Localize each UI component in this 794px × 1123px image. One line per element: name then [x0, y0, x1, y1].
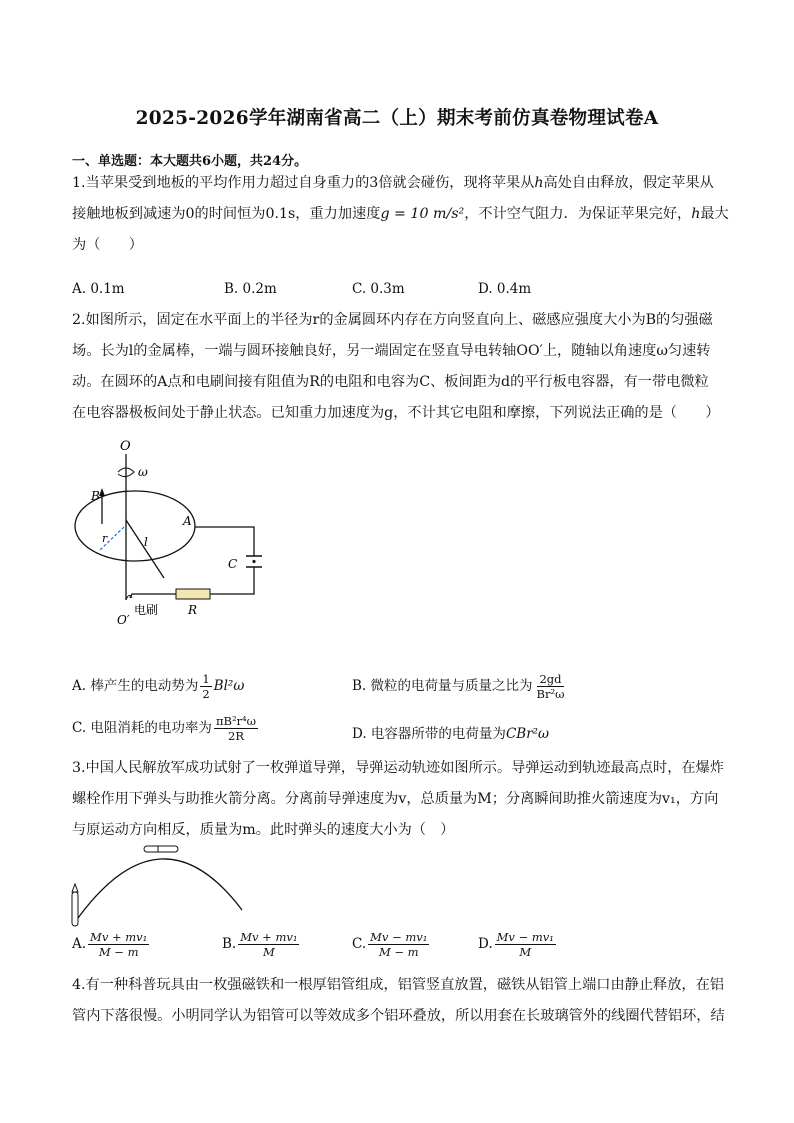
q2-line-3: 动。在圆环的A点和电刷间接有阻值为R的电阻和电容为C、板间距为d的平行板电容器，有一带电微粒	[72, 374, 709, 390]
q1-option-c: C. 0.3m	[352, 281, 405, 297]
label-resistor: R	[188, 603, 198, 617]
q2-option-a: A. 棒产生的电动势为 $\frac{1}{2}$ Bl²ω	[72, 672, 245, 701]
q3-option-b: B. $\frac{\text{Mv + mv₁}}{M}$	[222, 930, 298, 959]
question-3	[72, 753, 724, 846]
missile-apex	[144, 846, 178, 852]
q4-line-1: 4.有一种科普玩具由一枚强磁铁和一根厚铝管组成，铝管竖直放置，磁铁从铝管上端口由静止释放，在铝	[72, 977, 724, 993]
label-radius: r	[102, 532, 108, 545]
question-1	[72, 168, 729, 261]
q3-option-c: C. $\frac{\text{Mv − mv₁}}{M - m}$	[352, 930, 428, 959]
exam-title: 2025-2026学年湖南省高二（上）期末考前仿真卷物理试卷A	[135, 108, 659, 129]
brush-contact	[126, 595, 132, 600]
q1-line-1: 1.当苹果受到地板的平均作用力超过自身重力的3倍就会碰伤，现将苹果从h高处自由释放，假定苹果从	[72, 175, 714, 191]
q2-line-1: 2.如图所示，固定在水平面上的半径为r的金属圆环内存在方向竖直向上、磁感应强度大小为B的匀强磁	[72, 312, 713, 328]
q3-line-3: 与原运动方向相反，质量为m。此时弹头的速度大小为（ ）	[72, 822, 455, 838]
label-rod: l	[144, 535, 148, 549]
trajectory-curve	[78, 859, 242, 918]
q3-line-1: 3.中国人民解放军成功试射了一枚弹道导弹，导弹运动轨迹如图所示。导弹运动到轨迹最高点时，在爆炸	[72, 760, 724, 776]
question-2	[72, 305, 724, 429]
wire-right	[210, 567, 254, 594]
metal-rod	[126, 520, 164, 578]
section-heading: 一、单选题：本大题共6小题，共24分。	[72, 154, 308, 169]
q2-line-4: 在电容器极板间处于静止状态。已知重力加速度为g，不计其它电阻和摩擦，下列说法正确的是（ ）	[72, 405, 720, 421]
q3-option-a: A. $\frac{\text{Mv + mv₁}}{M - m}$	[72, 930, 148, 959]
label-axis-bottom: O′	[117, 613, 130, 627]
label-axis-top: O	[120, 439, 131, 454]
label-capacitor: C	[228, 557, 238, 571]
resistor	[176, 589, 210, 599]
label-point-a: A	[183, 514, 192, 528]
wire-top	[195, 527, 254, 556]
label-omega: ω	[138, 465, 148, 479]
q3-line-2: 螺栓作用下弹头与助推火箭分离。分离前导弹速度为v，总质量为M；分离瞬间助推火箭速度为v₁，方向	[72, 791, 719, 807]
q4-line-2: 管内下落很慢。小明同学认为铝管可以等效成多个铝环叠放，所以用套在长玻璃管外的线圈代替铝环，结	[72, 1008, 725, 1024]
q2-line-2: 场。长为l的金属棒，一端与圆环接触良好，另一端固定在竖直导电转轴OO′上，随轴以角速度ω匀速转	[72, 343, 711, 359]
q2-option-b: B. 微粒的电荷量与质量之比为 $\frac{2gd}{\text{Br²ω}}$	[352, 672, 565, 701]
missile-tip	[72, 884, 78, 892]
missile-launch	[72, 892, 78, 926]
q1-line-2: 接触地板到减速为0的时间恒为0.1s，重力加速度g = 10 m/s²，不计空气阻力．为保证苹果完好，h最大	[72, 206, 729, 222]
label-brush: 电刷	[134, 603, 159, 617]
q3-option-d: D. $\frac{\text{Mv − mv₁}}{M}$	[478, 930, 554, 959]
q1-option-d: D. 0.4m	[478, 281, 532, 297]
q3-trajectory-figure	[66, 840, 256, 930]
q1-option-a: A. 0.1m	[72, 281, 125, 297]
field-arrowhead	[99, 488, 105, 496]
q2-option-d: D. 电容器所带的电荷量为CBr²ω	[352, 726, 550, 742]
q1-line-3: 为（ ）	[72, 237, 143, 253]
q2-circuit-figure	[60, 432, 300, 632]
question-4	[72, 970, 724, 1032]
q1-option-b: B. 0.2m	[224, 281, 277, 297]
q2-option-c: C. 电阻消耗的电功率为 $\frac{\text{πB²r⁴ω}}{2R}$	[72, 714, 257, 743]
charged-particle	[252, 560, 255, 563]
wire-brush	[130, 594, 176, 598]
label-field: B	[91, 489, 100, 503]
